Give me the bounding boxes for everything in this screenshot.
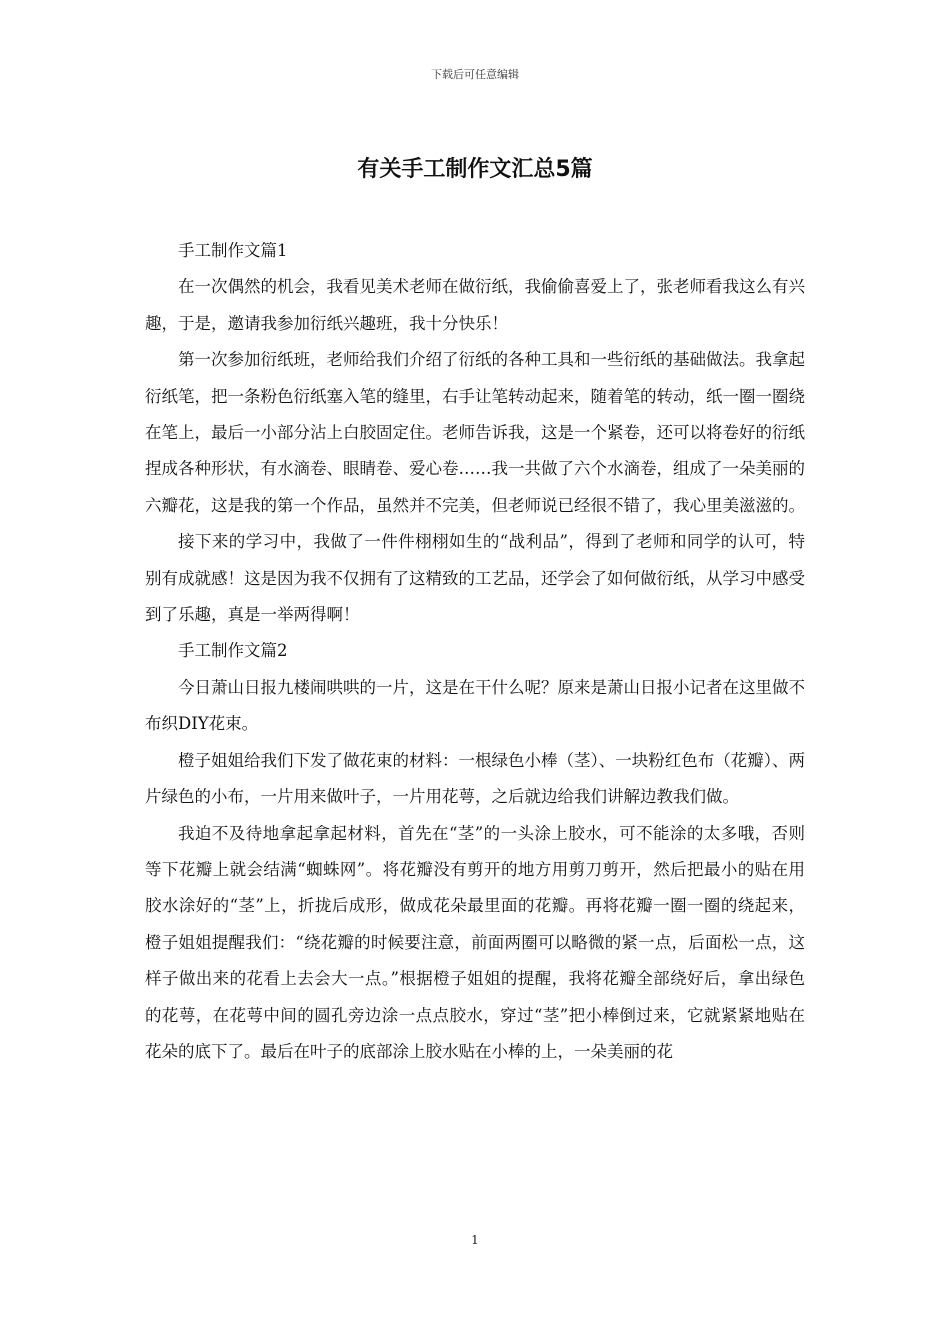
page-number: 1 <box>471 1233 479 1247</box>
paragraph: 接下来的学习中，我做了一件件栩栩如生的“战利品”，得到了老师和同学的认可，特别有成就感！这是因为我不仅拥有了这精致的工艺品，还学会了如何做衍纸，从学习中感受到了乐趣，真是一举两得啊！ <box>145 532 805 625</box>
header-note: 下载后可任意编辑 <box>431 68 519 81</box>
document-title: 有关手工制作文汇总5篇 <box>357 157 593 182</box>
paragraph: 橙子姐姐给我们下发了做花束的材料：一根绿色小棒（茎）、一块粉红色布（花瓣）、两片绿色的小布，一片用来做叶子，一片用花萼，之后就边给我们讲解边教我们做。 <box>145 750 805 807</box>
document-body <box>145 233 805 1070</box>
paragraph: 第一次参加衍纸班，老师给我们介绍了衍纸的各种工具和一些衍纸的基础做法。我拿起衍纸笔，把一条粉色衍纸塞入笔的缝里，右手让笔转动起来，随着笔的转动，纸一圈一圈绕在笔上，最后一小部分沾上白胶固定住。老师告诉我，这是一个紧卷，还可以将卷好的衍纸捏成各种形状，有水滴卷、眼睛卷、爱心卷……我一共做了六个水滴卷，组成了一朵美丽的六瓣花，这是我的第一个作品，虽然并不完美，但老师说已经很不错了，我心里美滋滋的。 <box>145 350 805 515</box>
paragraph: 今日萧山日报九楼闹哄哄的一片，这是在干什么呢？原来是萧山日报小记者在这里做不布织DIY花束。 <box>145 677 805 734</box>
section-heading: 手工制作文篇1 <box>178 241 288 260</box>
paragraph: 我迫不及待地拿起拿起材料，首先在“茎”的一头涂上胶水，可不能涂的太多哦，否则等下花瓣上就会结满“蜘蛛网”。将花瓣没有剪开的地方用剪刀剪开，然后把最小的贴在用胶水涂好的“茎”上，折拢后成形，做成花朵最里面的花瓣。再将花瓣一圈一圈的绕起来，橙子姐姐提醒我们：“绕花瓣的时候要注意，前面两圈可以略微的紧一点，后面松一点，这样子做出来的花看上去会大一点。”根据橙子姐姐的提醒，我将花瓣全部绕好后，拿出绿色的花萼，在花萼中间的圆孔旁边涂一点点胶水，穿过“茎”把小棒倒过来，它就紧紧地贴在花朵的底下了。最后在叶子的底部涂上胶水贴在小棒的上，一朵美丽的花 <box>145 823 805 1061</box>
section-heading: 手工制作文篇2 <box>178 641 288 661</box>
paragraph: 在一次偶然的机会，我看见美术老师在做衍纸，我偷偷喜爱上了，张老师看我这么有兴趣，于是，邀请我参加衍纸兴趣班，我十分快乐！ <box>145 277 805 333</box>
